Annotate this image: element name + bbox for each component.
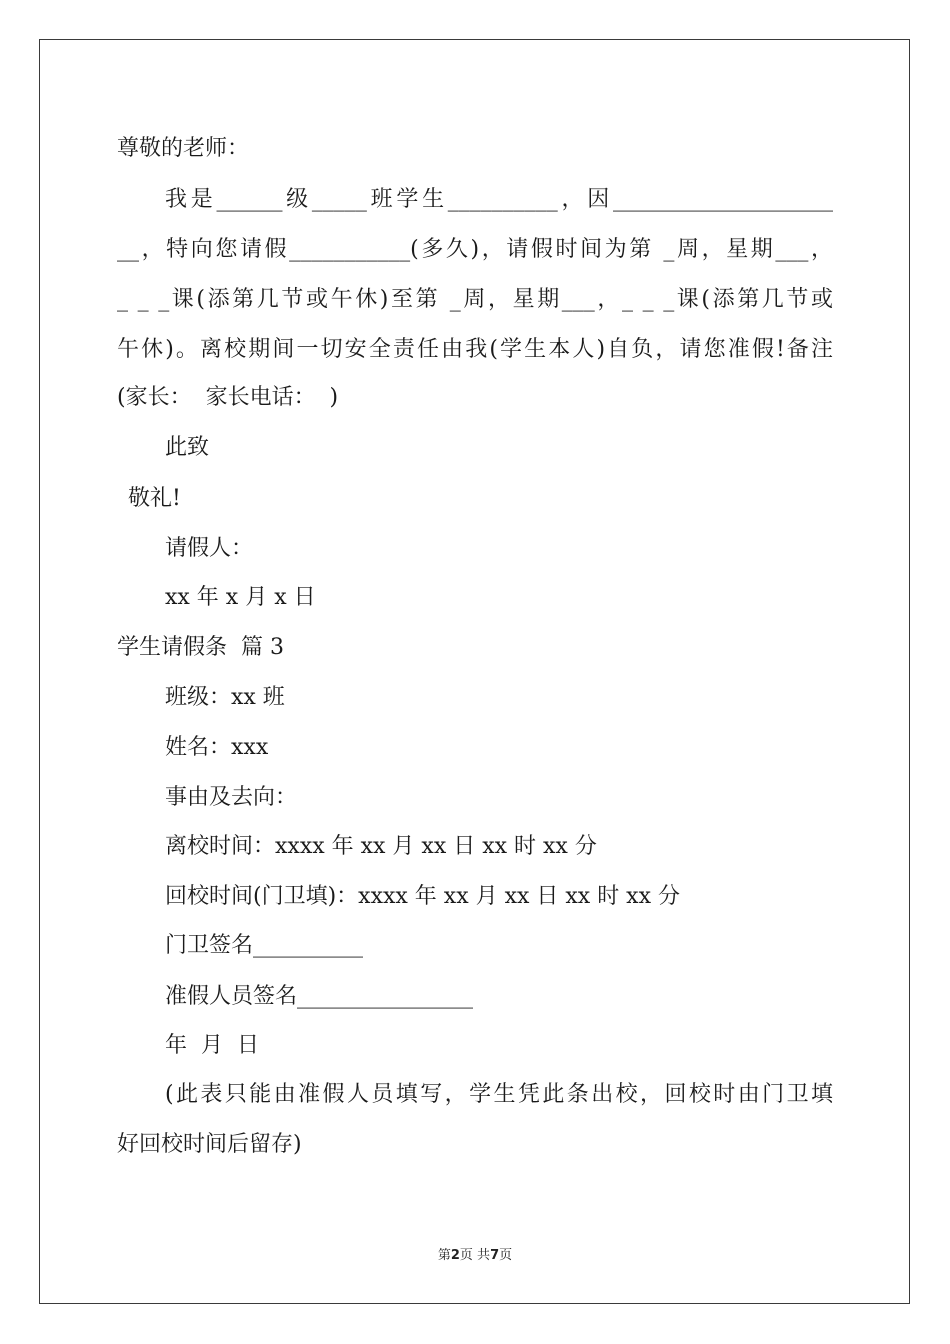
- name-field: 姓名：xxx: [165, 735, 269, 760]
- class-field: 班级：xx 班: [165, 685, 285, 710]
- salutation: 尊敬的老师：: [117, 136, 250, 161]
- approver-signature-field: 准假人员签名________________: [165, 984, 474, 1009]
- footer-current-page: 2: [450, 1248, 460, 1263]
- page-border: [39, 39, 910, 1304]
- return-time-field: 回校时间(门卫填)：xxxx 年 xx 月 xx 日 xx 时 xx 分: [165, 884, 680, 909]
- closing-salute: 敬礼!: [128, 486, 181, 511]
- guard-signature-field: 门卫签名__________: [165, 933, 364, 958]
- footer-prefix: 第: [437, 1248, 451, 1263]
- leave-time-field: 离校时间：xxxx 年 xx 月 xx 日 xx 时 xx 分: [165, 834, 597, 859]
- body-line-4: 午休)。离校期间一切安全责任由我(学生本人)自负，请您准假!备注: [117, 337, 833, 362]
- reason-field: 事由及去向：: [165, 785, 298, 810]
- body-line-3: _ _ _课(添第几节或午休)至第 _周，星期___，_ _ _课(添第几节或: [117, 287, 833, 312]
- closing-greeting: 此致: [165, 435, 210, 460]
- note-line-1: (此表只能由准假人员填写，学生凭此条出校，回校时由门卫填: [165, 1082, 833, 1107]
- letter-date: xx 年 x 月 x 日: [165, 585, 316, 610]
- body-line-5: (家长： 家长电话： ): [117, 385, 339, 410]
- note-line-2: 好回校时间后留存): [117, 1132, 302, 1157]
- date-blank-field: 年 月 日: [165, 1033, 259, 1058]
- footer-suffix: 页: [499, 1248, 513, 1263]
- body-line-1: 我是______级_____班学生__________，因____________________: [165, 187, 833, 212]
- applicant-label: 请假人：: [165, 536, 254, 561]
- footer-mid: 页 共: [459, 1248, 491, 1263]
- footer-total-pages: 7: [490, 1248, 500, 1263]
- section-title: 学生请假条 篇 3: [117, 635, 284, 660]
- page-footer: [0, 1247, 950, 1265]
- body-line-2: __，特向您请假___________(多久)，请假时间为第 _周，星期___，: [117, 237, 833, 262]
